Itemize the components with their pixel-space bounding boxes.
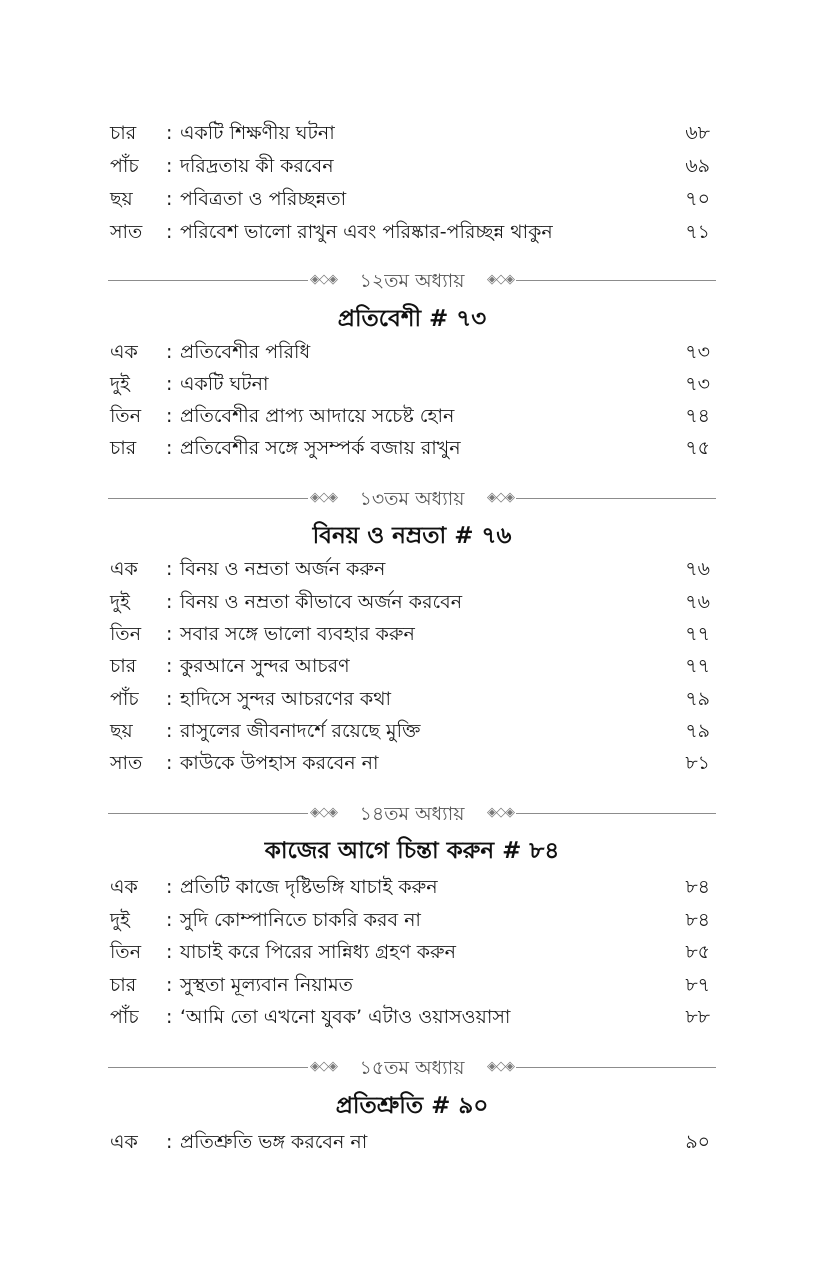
entry-number: চার xyxy=(110,437,137,459)
entry-separator: : xyxy=(166,1131,173,1153)
toc-entry[interactable] xyxy=(110,184,710,214)
toc-entry[interactable] xyxy=(110,401,710,431)
entry-separator: : xyxy=(166,941,173,963)
toc-entry[interactable] xyxy=(110,1002,710,1032)
entry-number: ছয় xyxy=(110,720,133,742)
entry-separator: : xyxy=(166,373,173,395)
entry-number: এক xyxy=(110,1131,138,1153)
entry-title: হাদিসে সুন্দর আচরণের কথা xyxy=(180,688,392,710)
entry-title: ‘আমি তো এখনো যুবক’ এটাও ওয়াসওয়াসা xyxy=(180,1006,511,1028)
entry-number: তিন xyxy=(110,941,142,963)
entry-separator: : xyxy=(166,688,173,710)
entry-page: ৭৩ xyxy=(685,341,710,363)
entry-title: রাসুলের জীবনাদর্শে রয়েছে মুক্তি xyxy=(180,720,421,742)
toc-entry[interactable] xyxy=(110,970,710,1000)
toc-entry[interactable] xyxy=(110,651,710,681)
chapter-label: ১৫তম অধ্যায় xyxy=(359,1057,465,1079)
ornament-icon: ◈◇◈ xyxy=(310,1059,337,1074)
entry-separator: : xyxy=(166,341,173,363)
entry-page: ৭১ xyxy=(685,221,710,243)
entry-separator: : xyxy=(166,591,173,613)
entry-page: ৭৬ xyxy=(685,558,710,580)
entry-page: ৮১ xyxy=(685,752,710,774)
entry-number: ছয় xyxy=(110,188,133,210)
toc-entry[interactable] xyxy=(110,937,710,967)
chapter-divider xyxy=(108,484,716,514)
entry-number: চার xyxy=(110,122,137,144)
entry-title: প্রতিশ্রুতি ভঙ্গ করবেন না xyxy=(180,1131,368,1153)
toc-entry[interactable] xyxy=(110,905,710,935)
entry-separator: : xyxy=(166,188,173,210)
entry-number: এক xyxy=(110,558,138,580)
entry-page: ৭০ xyxy=(685,188,710,210)
chapter-divider xyxy=(108,1053,716,1083)
entry-separator: : xyxy=(166,623,173,645)
entry-separator: : xyxy=(166,720,173,742)
entry-page: ৭৭ xyxy=(685,623,710,645)
entry-title: একটি ঘটনা xyxy=(180,373,269,395)
entry-number: পাঁচ xyxy=(110,155,139,177)
entry-title: বিনয় ও নম্রতা কীভাবে অর্জন করবেন xyxy=(180,591,463,613)
entry-page: ৭৪ xyxy=(685,405,710,427)
entry-separator: : xyxy=(166,155,173,177)
entry-separator: : xyxy=(166,909,173,931)
toc-entry[interactable] xyxy=(110,118,710,148)
divider-rule-right xyxy=(516,498,716,499)
entry-title: কুরআনে সুন্দর আচরণ xyxy=(180,655,350,677)
entry-separator: : xyxy=(166,974,173,996)
entry-number: পাঁচ xyxy=(110,1006,139,1028)
entry-title: প্রতিটি কাজে দৃষ্টিভঙ্গি যাচাই করুন xyxy=(180,876,438,898)
entry-separator: : xyxy=(166,221,173,243)
toc-entry[interactable] xyxy=(110,1127,710,1157)
chapter-title[interactable]: বিনয় ও নম্রতা # ৭৬ xyxy=(312,523,512,549)
divider-rule-right xyxy=(516,1067,716,1068)
chapter-divider xyxy=(108,266,716,296)
entry-page: ৮৫ xyxy=(685,941,710,963)
toc-entry[interactable] xyxy=(110,554,710,584)
entry-title: সুস্থতা মূল্যবান নিয়ামত xyxy=(180,974,353,996)
entry-title: একটি শিক্ষণীয় ঘটনা xyxy=(180,122,335,144)
chapter-label: ১৩তম অধ্যায় xyxy=(359,488,465,510)
entry-title: পরিবেশ ভালো রাখুন এবং পরিষ্কার-পরিচ্ছন্ন থাকুন xyxy=(180,221,553,243)
entry-page: ৯০ xyxy=(685,1131,710,1153)
entry-page: ৮৪ xyxy=(685,909,710,931)
toc-entry[interactable] xyxy=(110,619,710,649)
entry-page: ৭৯ xyxy=(685,720,710,742)
entry-number: তিন xyxy=(110,405,142,427)
entry-separator: : xyxy=(166,122,173,144)
entry-page: ৬৮ xyxy=(685,122,710,144)
entry-page: ৮৭ xyxy=(685,974,710,996)
chapter-label: ১৪তম অধ্যায় xyxy=(359,803,465,825)
entry-number: দুই xyxy=(110,591,130,613)
chapter-title[interactable]: কাজের আগে চিন্তা করুন # ৮৪ xyxy=(264,838,560,864)
entry-number: পাঁচ xyxy=(110,688,139,710)
ornament-icon: ◈◇◈ xyxy=(487,490,514,505)
ornament-icon: ◈◇◈ xyxy=(310,805,337,820)
entry-page: ৭৫ xyxy=(685,437,710,459)
chapter-title[interactable]: প্রতিশ্রুতি # ৯০ xyxy=(335,1093,489,1119)
toc-entry[interactable] xyxy=(110,151,710,181)
entry-separator: : xyxy=(166,655,173,677)
toc-entry[interactable] xyxy=(110,217,710,247)
entry-number: সাত xyxy=(110,752,143,774)
entry-separator: : xyxy=(166,752,173,774)
entry-separator: : xyxy=(166,405,173,427)
entry-title: প্রতিবেশীর সঙ্গে সুসম্পর্ক বজায় রাখুন xyxy=(180,437,461,459)
toc-entry[interactable] xyxy=(110,433,710,463)
ornament-icon: ◈◇◈ xyxy=(310,490,337,505)
toc-entry[interactable] xyxy=(110,337,710,367)
ornament-icon: ◈◇◈ xyxy=(310,272,337,287)
toc-entry[interactable] xyxy=(110,369,710,399)
entry-title: প্রতিবেশীর প্রাপ্য আদায়ে সচেষ্ট হোন xyxy=(180,405,455,427)
toc-entry[interactable] xyxy=(110,716,710,746)
divider-rule-right xyxy=(516,280,716,281)
toc-entry[interactable] xyxy=(110,587,710,617)
entry-title: পবিত্রতা ও পরিচ্ছন্নতা xyxy=(180,188,347,210)
toc-entry[interactable] xyxy=(110,684,710,714)
divider-rule-right xyxy=(516,813,716,814)
entry-page: ৭৬ xyxy=(685,591,710,613)
entry-number: এক xyxy=(110,341,138,363)
entry-separator: : xyxy=(166,1006,173,1028)
ornament-icon: ◈◇◈ xyxy=(487,272,514,287)
entry-page: ৭৯ xyxy=(685,688,710,710)
entry-number: দুই xyxy=(110,909,130,931)
entry-title: সবার সঙ্গে ভালো ব্যবহার করুন xyxy=(180,623,415,645)
entry-page: ৬৯ xyxy=(685,155,710,177)
entry-number: দুই xyxy=(110,373,130,395)
entry-number: তিন xyxy=(110,623,142,645)
entry-page: ৭৭ xyxy=(685,655,710,677)
chapter-divider xyxy=(108,799,716,829)
entry-title: প্রতিবেশীর পরিধি xyxy=(180,341,311,363)
entry-number: এক xyxy=(110,876,138,898)
chapter-title[interactable]: প্রতিবেশী # ৭৩ xyxy=(337,306,487,332)
toc-entry[interactable] xyxy=(110,872,710,902)
entry-page: ৭৩ xyxy=(685,373,710,395)
entry-number: সাত xyxy=(110,221,143,243)
entry-page: ৮৪ xyxy=(685,876,710,898)
entry-title: কাউকে উপহাস করবেন না xyxy=(180,752,379,774)
entry-number: চার xyxy=(110,655,137,677)
ornament-icon: ◈◇◈ xyxy=(487,805,514,820)
entry-title: বিনয় ও নম্রতা অর্জন করুন xyxy=(180,558,386,580)
toc-entry[interactable] xyxy=(110,748,710,778)
entry-page: ৮৮ xyxy=(685,1006,710,1028)
entry-separator: : xyxy=(166,437,173,459)
entry-title: দরিদ্রতায় কী করবেন xyxy=(180,155,334,177)
entry-number: চার xyxy=(110,974,137,996)
entry-title: সুদি কোম্পানিতে চাকরি করব না xyxy=(180,909,421,931)
chapter-label: ১২তম অধ্যায় xyxy=(359,270,465,292)
entry-title: যাচাই করে পিরের সান্নিধ্য গ্রহণ করুন xyxy=(180,941,456,963)
entry-separator: : xyxy=(166,558,173,580)
entry-separator: : xyxy=(166,876,173,898)
ornament-icon: ◈◇◈ xyxy=(487,1059,514,1074)
